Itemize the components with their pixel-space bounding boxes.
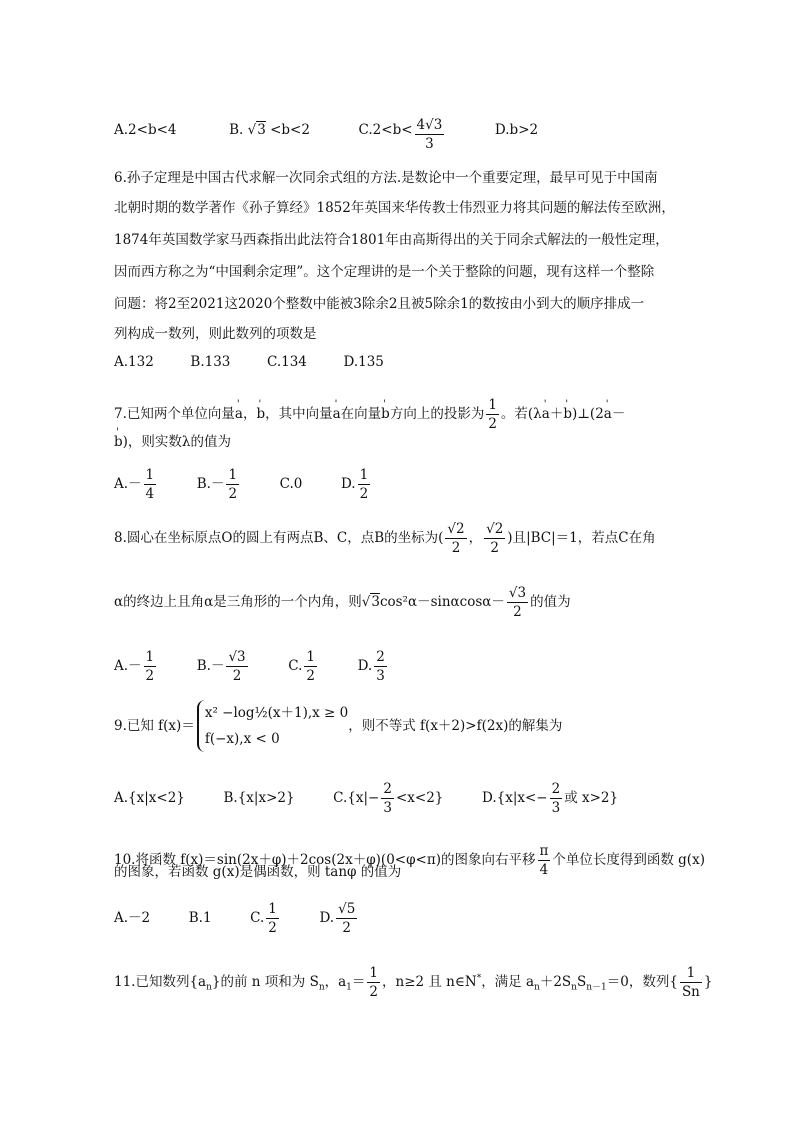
q6-option-d: D.135 xyxy=(343,354,384,370)
q10-line-2: 的图象，若函数 g(x)是偶函数，则 tanφ 的值为 xyxy=(114,864,402,880)
q9-option-c: C.{x|− $\frac{2}{3}$ <x<2} xyxy=(333,781,444,816)
q10-option-a: A.－2 xyxy=(114,910,151,926)
q7-option-d: D. $\frac{1}{2}$ xyxy=(340,467,369,502)
q8-option-c: C. $\frac{1}{2}$ xyxy=(288,649,315,684)
q8-line-1: 8.圆心在坐标原点O的圆上有两点B、C，点B的坐标为( $\frac{√2}{2}$ ， $\frac{√2}{2}$ )且|BC|＝1，若点C在角 xyxy=(114,521,656,556)
q5-options xyxy=(114,116,538,153)
q6-line-2: 北朝时期的数学著作《孙子算经》1852年英国来华传教士伟烈亚力将其问题的解法传至欧洲， xyxy=(114,200,675,216)
q9-option-d: D.{x|x<− $\frac{2}{3}$ 或 x>2} xyxy=(481,781,619,816)
q8-option-d: D. $\frac{2}{3}$ xyxy=(357,649,385,684)
q6-line-1: 6.孙子定理是中国古代求解一次同余式组的方法.是数论中一个重要定理，最早可见于中国南 xyxy=(114,170,658,186)
q6-line-3: 1874年英国数学家马西森指出此法符合1801年由高斯得出的关于同余式解法的一般性定理， xyxy=(114,232,669,248)
q8-option-b: B.－ $\frac{√3}{2}$ xyxy=(196,649,246,684)
q7-option-a: A.－ $\frac{1}{4}$ xyxy=(114,467,155,502)
q10-option-d: D. $\frac{√5}{2}$ xyxy=(319,901,356,936)
q9-options xyxy=(114,780,618,817)
q10-option-c: C. $\frac{1}{2}$ xyxy=(250,901,277,936)
q6-options xyxy=(114,352,384,372)
q6-option-b: B.133 xyxy=(190,354,231,370)
q7-line-1: 7.已知两个单位向量' a，' b，其中向量' a在向量' b方向上的投影为 $\frac{1}{2}$ 。若(λ' a＋' b)⊥(2' a－ xyxy=(114,396,625,433)
q10-line-1: 10.将函数 f(x)＝sin(2x＋φ)＋2cos(2x＋φ)(0<φ<π)的图象向右平移 $\frac{\pi}{4}$ 个单位长度得到函数 g(x) xyxy=(114,843,705,878)
q7-option-b: B.－ $\frac{1}{2}$ xyxy=(196,467,238,502)
q6-option-c: C.134 xyxy=(266,354,307,370)
q6-line-4: 因而西方称之为“中国剩余定理”。这个定理讲的是一个关于整除的问题，现有这样一个整除 xyxy=(114,264,655,280)
q9-option-a: A.{x|x<2} xyxy=(114,790,185,806)
q8-options xyxy=(114,648,389,685)
q5-option-b: B. √3 <b<2 xyxy=(229,122,310,138)
q6-line-5: 问题：将2至2021这2020个整数中能被3除余2且被5除余1的数按由小到大的顺序排成一 xyxy=(114,296,645,312)
q5-option-a: A.2<b<4 xyxy=(114,122,177,138)
q7-option-c: C.0 xyxy=(279,476,303,492)
q5-option-c: C.2<b< $\frac{4√3}{3}$ xyxy=(358,117,443,152)
q5-option-d: D.b>2 xyxy=(494,122,539,138)
q9-option-b: B.{x|x>2} xyxy=(223,790,295,806)
q8-line-2: α的终边上且角α是三角形的一个内角，则√3cos²α－sinαcosα－ $\frac{√3}{2}$ 的值为 xyxy=(114,585,571,620)
q9-line-1: 9.已知 f(x)＝ x² −log½(x＋1),x ≥ 0 f(−x),x < 0 ，则不等式 f(x＋2)>f(2x)的解集为 xyxy=(114,700,562,752)
q11-line-1: 11.已知数列$\{a_n\}$的前 n 项和为 $S_n$，$a_1=$ $\frac{1}{2}$ ，n≥2 且 n∈N*，满足 $a_n+2S_nS_{n-1}=0$，数列{ $\frac{1}{Sn}$ } xyxy=(114,965,713,1000)
q8-option-a: A.－ $\frac{1}{2}$ xyxy=(114,649,155,684)
q10-option-b: B.1 xyxy=(188,910,212,926)
q7-line-2: ' b)，则实数λ的值为 xyxy=(114,432,231,452)
q9-piecewise: x² −log½(x＋1),x ≥ 0 f(−x),x < 0 xyxy=(197,700,348,752)
q6-line-6: 列构成一数列，则此数列的项数是 xyxy=(114,326,317,342)
q10-options xyxy=(114,900,359,937)
q7-options xyxy=(114,466,372,503)
q6-option-a: A.132 xyxy=(114,354,154,370)
